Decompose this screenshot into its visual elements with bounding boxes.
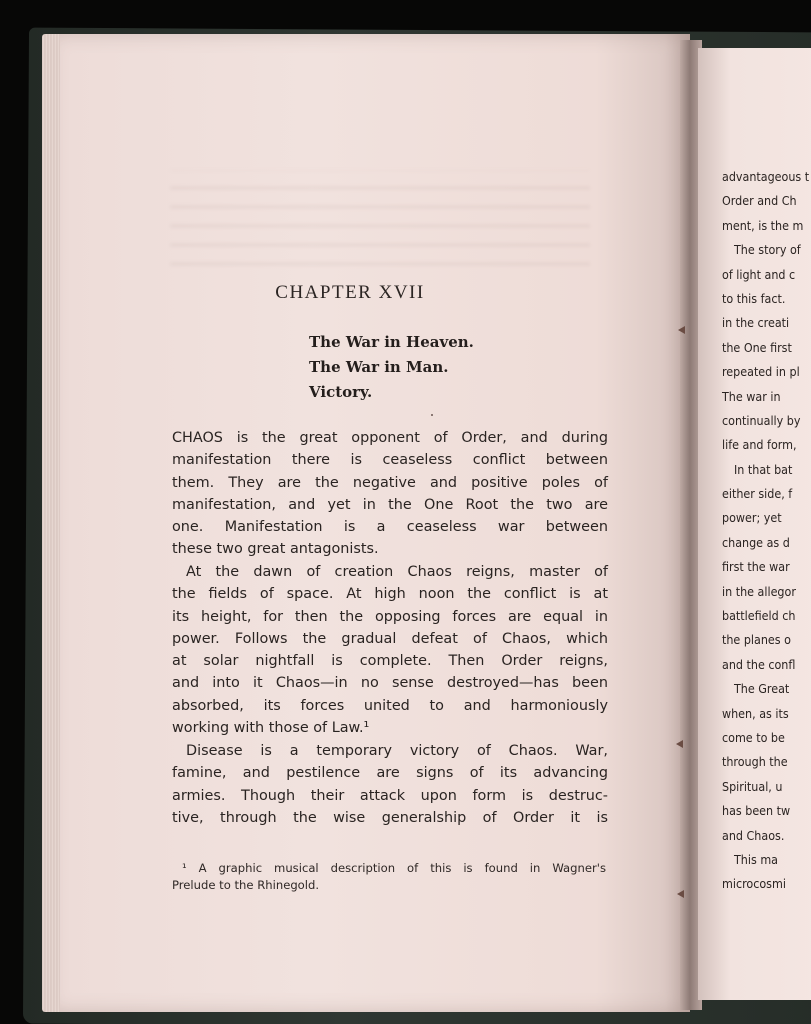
text-line: Spiritual, u [722,778,783,794]
text-line: Order and Ch [722,193,797,209]
subheading: Victory. [309,383,373,401]
paragraph-3 [172,740,608,829]
text-line: these two great antagonists. [172,541,379,558]
text-line: one. Manifestation is a ceaseless war between [172,519,608,536]
text-line: when, as its [722,705,789,721]
text-line: power. Follows the gradual defeat of Chaos, which [172,630,608,647]
text-line: At the dawn of creation Chaos reigns, master of [186,564,608,580]
chapter-heading: CHAPTER XVII [275,282,425,303]
text-line: its height, for then the opposing forces are equal in [172,608,608,625]
page-tab-marker [677,890,684,898]
text-line: and Chaos. [722,827,785,843]
subheading: The War in Man. [309,358,449,376]
text-line: manifestation there is ceaseless conflict between [172,452,608,469]
right-page-text [722,165,809,897]
paragraph-2 [172,561,608,739]
text-line: at solar nightfall is complete. Then Order reigns, [172,653,608,670]
text-line: The story of [734,242,801,258]
show-through-text [170,170,590,280]
text-line: continually by [722,412,801,428]
text-line: in the creati [722,315,790,331]
text-line: the planes o [722,632,791,648]
chapter-subheadings [309,330,474,405]
text-line: either side, f [722,486,793,502]
text-line: armies. Though their attack upon form is destruc- [172,787,608,804]
text-line: CHAOS is the great opponent of Order, and during [172,430,608,446]
text-line: famine, and pestilence are signs of its advancing [172,765,608,782]
text-line: microcosmi [722,876,786,892]
text-line: life and form, [722,437,797,453]
page-tab-marker [676,740,683,748]
text-line: absorbed, its forces united to and harmoniously [172,697,608,714]
text-line: working with those of Law.¹ [172,720,370,737]
text-line: and the confl [722,656,796,672]
text-line: ment, is the m [722,217,804,233]
text-line: in the allegor [722,583,796,599]
text-line: them. They are the negative and positive poles of [172,474,608,491]
text-line: repeated in pl [722,364,800,380]
text-line: tive, through the wise generalship of Order it is [172,809,608,826]
text-line: through the [722,754,788,770]
text-line: of light and c [722,266,796,282]
text-line: manifestation, and yet in the One Root the two are [172,496,608,513]
text-line: advantageous t [722,169,810,184]
subheading: The War in Heaven. [309,333,474,351]
text-line: This ma [734,851,779,867]
paragraph-1 [172,427,608,561]
text-line: In that bat [734,461,793,477]
text-line: the One first [722,339,792,355]
ink-speck [431,414,433,416]
footnote-line: ¹ A graphic musical description of this is found in Wagner's [182,861,606,875]
page-tab-marker [678,326,685,334]
text-line: change as d [722,534,790,550]
text-line: battlefield ch [722,608,796,624]
text-line: The Great [734,681,790,697]
text-line: first the war [722,559,790,575]
text-line: and into it Chaos—in no sense destroyed—has been [172,675,608,692]
text-line: the fields of space. At high noon the conflict is at [172,586,608,603]
text-line: power; yet [722,510,782,526]
text-line: come to be [722,729,785,745]
text-line: Disease is a temporary victory of Chaos. War, [186,743,608,759]
text-line: The war in [722,388,781,404]
text-line: has been tw [722,803,791,819]
text-line: to this fact. [722,290,786,306]
footnote [172,860,606,894]
footnote-line: Prelude to the Rhinegold. [172,878,320,892]
